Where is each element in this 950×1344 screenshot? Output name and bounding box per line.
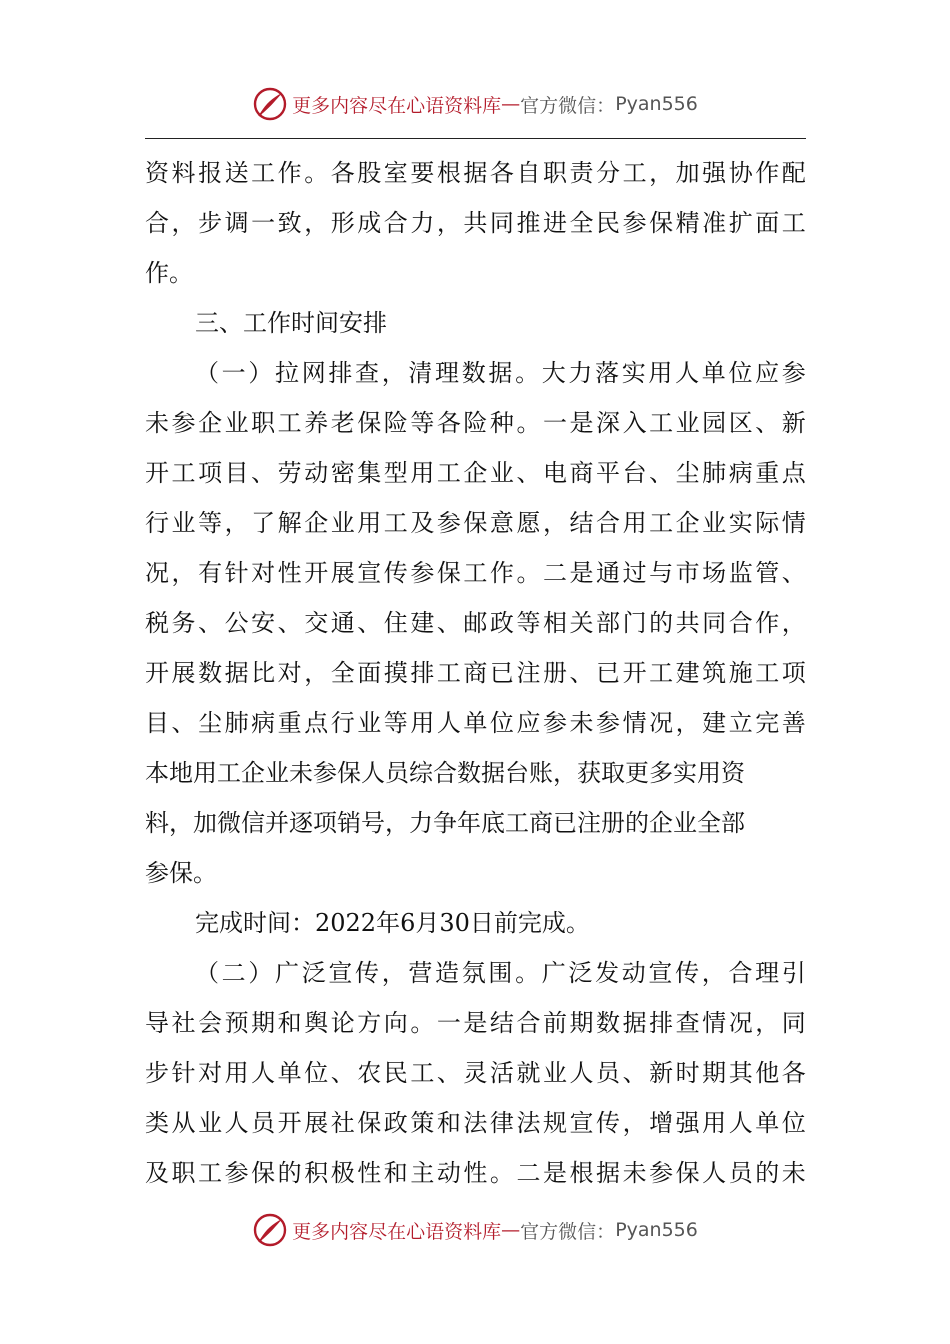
paragraph-line: 税 务 、 公 安 、 交 通 、 住 建 、 邮 政 等 相 关 部 门 的 共 同 合 作 ， [145, 609, 806, 637]
banner-brand-text: 更多内容尽在心语资料库 [292, 94, 502, 117]
banner-wechat-id: Pyan556 [615, 93, 698, 115]
completion-time: 完成时间：2022年6月30日前完成。 [195, 909, 590, 937]
paragraph-line-with-ad [145, 748, 806, 798]
header-banner [0, 84, 950, 124]
paragraph-line-with-ad [145, 798, 806, 848]
paragraph-line: 类 从 业 人 员 开 展 社 保 政 策 和 法 律 法 规 宣 传 ， 增 强 用 人 单 位 [145, 1109, 806, 1137]
banner-brand-text: 更多内容尽在心语资料库 [292, 1220, 502, 1243]
body-line: 资 料 报 送 工 作 。 各 股 室 要 根 据 各 自 职 责 分 工 ， 加 强 协 作 配 [145, 159, 806, 187]
section-heading: 三、工作时间安排 [195, 309, 387, 337]
paragraph-line: （ 一 ） 拉 网 排 查 ， 清 理 数 据 。 大 力 落 实 用 人 单 位 应 参 [195, 359, 806, 387]
inline-ad-text: 获取更多实用资 [577, 759, 745, 787]
paragraph-line: 行 业 等 ， 了 解 企 业 用 工 及 参 保 意 愿 ， 结 合 用 工 企 业 实 际 情 [145, 509, 806, 537]
body-line: 合 ， 步 调 一 致 ， 形 成 合 力 ， 共 同 推 进 全 民 参 保 精 准 扩 面 工 [145, 209, 806, 237]
paragraph-line: （ 二 ） 广 泛 宣 传 ， 营 造 氛 围 。 广 泛 发 动 宣 传 ， 合 理 引 [195, 959, 806, 987]
paragraph-text: 本地用工企业未参保人员综合数据台账， [145, 759, 577, 787]
quill-logo-icon [252, 1212, 288, 1248]
paragraph-line: 未 参 企 业 职 工 养 老 保 险 等 各 险 种 。 一 是 深 入 工 业 园 区 、 新 [145, 409, 806, 437]
footer-banner [0, 1210, 950, 1250]
paragraph-line: 步 针 对 用 人 单 位 、 农 民 工 、 灵 活 就 业 人 员 、 新 时 期 其 他 各 [145, 1059, 806, 1087]
body-line: 作。 [145, 259, 193, 287]
paragraph-line: 参保。 [145, 859, 217, 887]
inline-ad-text: 料，加微信 [145, 809, 265, 837]
paragraph-line: 开 展 数 据 比 对 ， 全 面 摸 排 工 商 已 注 册 、 已 开 工 建 筑 施 工 项 [145, 659, 806, 687]
banner-dash: — [501, 1219, 521, 1241]
banner-official-label: 官方微信： [520, 1220, 616, 1243]
banner-dash: — [501, 93, 521, 115]
banner-official-label: 官方微信： [520, 94, 616, 117]
paragraph-line: 及 职 工 参 保 的 积 极 性 和 主 动 性 。 二 是 根 据 未 参 保 人 员 的 未 [145, 1159, 806, 1187]
paragraph-text: 并逐项销号，力争年底工商已注册的企业全部 [265, 809, 745, 837]
quill-logo-icon [252, 86, 288, 122]
paragraph-line: 况 ， 有 针 对 性 开 展 宣 传 参 保 工 作 。 二 是 通 过 与 市 场 监 管 、 [145, 559, 806, 587]
paragraph-line: 导 社 会 预 期 和 舆 论 方 向 。 一 是 结 合 前 期 数 据 排 查 情 况 ， 同 [145, 1009, 806, 1037]
document-body [145, 148, 806, 1198]
header-divider [145, 138, 806, 139]
banner-wechat-id: Pyan556 [615, 1219, 698, 1241]
paragraph-line: 目 、 尘 肺 病 重 点 行 业 等 用 人 单 位 应 参 未 参 情 况 ， 建 立 完 善 [145, 709, 806, 737]
paragraph-line: 开 工 项 目 、 劳 动 密 集 型 用 工 企 业 、 电 商 平 台 、 尘 肺 病 重 点 [145, 459, 806, 487]
